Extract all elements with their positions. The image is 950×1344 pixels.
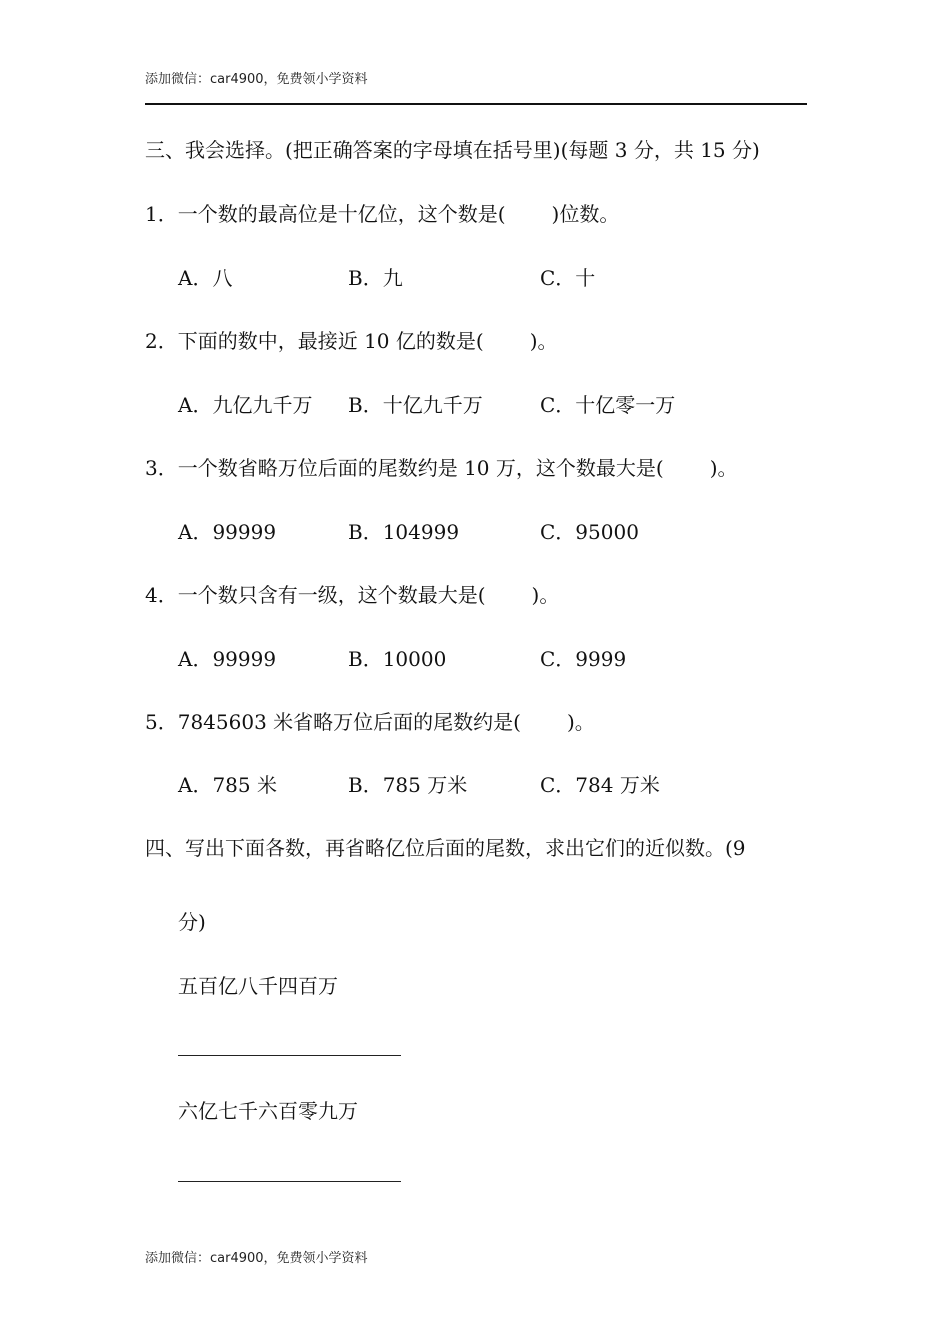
page-footer: 添加微信：car4900，免费领小学资料 [145,1251,368,1266]
question-3-stem-end: )。 [709,456,738,480]
header-divider [145,103,807,105]
question-2-stem-start: 2．下面的数中，最接近 10 亿的数是( [145,329,484,353]
question-1-stem-start: 1．一个数的最高位是十亿位，这个数是( [145,202,506,226]
question-4-stem-end: )。 [531,583,560,607]
question-1-option-a: A．八 [178,266,233,290]
question-1-stem-end: )位数。 [551,202,620,226]
question-5-option-b: B．785 万米 [348,773,468,797]
question-5-option-a: A．785 米 [178,773,277,797]
question-2-option-c: C．十亿零一万 [540,393,676,417]
question-2 [145,329,558,353]
question-2-option-b: B．十亿九千万 [348,393,483,417]
question-4 [145,583,559,607]
question-3-stem-start: 3．一个数省略万位后面的尾数约是 10 万，这个数最大是( [145,456,664,480]
question-3-option-c: C．95000 [540,520,639,544]
question-3-option-a: A．99999 [178,520,277,544]
question-1 [145,202,619,226]
question-3 [145,456,738,480]
question-5-stem-end: )。 [566,710,595,734]
number-item-2: 六亿七千六百零九万 [178,1099,358,1123]
section-4-title: 四、写出下面各数，再省略亿位后面的尾数，求出它们的近似数。(9 [145,836,746,860]
question-2-option-a: A．九亿九千万 [178,393,313,417]
question-1-option-b: B．九 [348,266,403,290]
page-header: 添加微信：car4900，免费领小学资料 [145,72,368,87]
section-3-title: 三、我会选择。(把正确答案的字母填在括号里)(每题 3 分，共 15 分) [145,138,760,162]
answer-line-2[interactable] [178,1181,401,1182]
question-1-option-c: C．十 [540,266,596,290]
question-4-stem-start: 4．一个数只含有一级，这个数最大是( [145,583,486,607]
question-5 [145,710,595,734]
question-4-option-a: A．99999 [178,647,277,671]
number-item-1: 五百亿八千四百万 [178,974,338,998]
question-2-stem-end: )。 [529,329,558,353]
question-4-option-c: C．9999 [540,647,627,671]
answer-line-1[interactable] [178,1055,401,1056]
question-4-option-b: B．10000 [348,647,447,671]
question-5-stem-start: 5．7845603 米省略万位后面的尾数约是( [145,710,521,734]
question-3-option-b: B．104999 [348,520,460,544]
section-4-title-continued: 分) [178,910,206,934]
question-5-option-c: C．784 万米 [540,773,660,797]
